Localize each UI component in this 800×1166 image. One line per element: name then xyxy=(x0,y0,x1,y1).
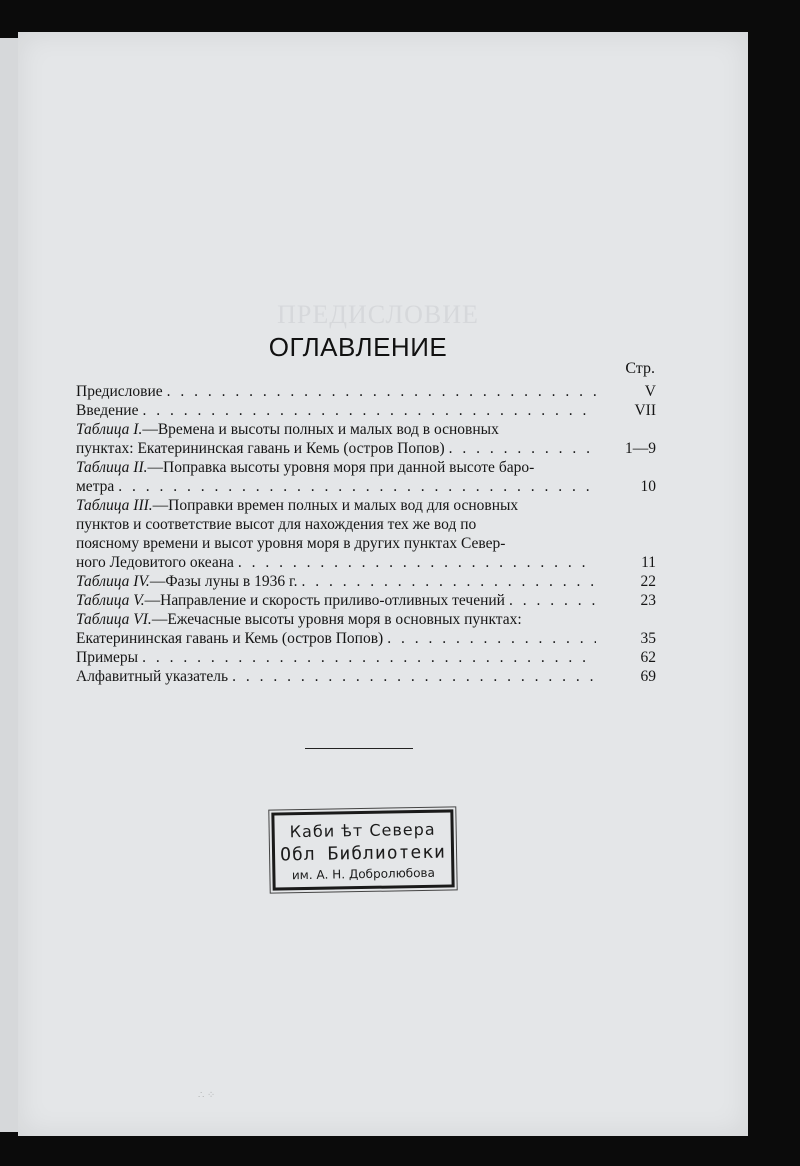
toc-entry-line xyxy=(76,629,600,648)
toc-entry-line xyxy=(76,496,600,515)
stamp-line: им. А. Н. Добролюбова xyxy=(291,865,436,883)
toc-entry xyxy=(76,610,656,648)
toc-entry xyxy=(76,572,656,591)
toc-entry-title: метра xyxy=(76,478,115,495)
toc-entry-title: Предисловие xyxy=(76,383,163,400)
dot-leader xyxy=(449,439,596,458)
toc-entry xyxy=(76,648,656,667)
toc-entry-line xyxy=(76,610,600,629)
toc-entry-title: пунктах: Екатерининская гавань и Кемь (остров Попов) xyxy=(76,440,445,457)
toc-page-number: V xyxy=(644,383,656,400)
dot-leader xyxy=(387,629,596,648)
toc-entry-title: Екатерининская гавань и Кемь (остров Попов) xyxy=(76,630,384,647)
toc-entry-line xyxy=(76,477,600,496)
toc-entry-title: Алфавитный указатель xyxy=(76,668,229,685)
toc-entry-line xyxy=(76,667,600,686)
toc-entry-title: —Ежечасные высоты уровня моря в основных пунктах: xyxy=(151,611,522,628)
library-stamp xyxy=(271,809,454,890)
toc-entry-label: Таблица VI. xyxy=(76,611,152,628)
toc-entry-line xyxy=(76,439,600,458)
toc-entry-title: —Времена и высоты полных и малых вод в основных xyxy=(142,421,499,438)
toc-page-number: 22 xyxy=(640,573,656,590)
page-title: ОГЛАВЛЕНИЕ xyxy=(268,332,448,362)
toc-entry-label: Таблица IV. xyxy=(76,573,150,590)
dot-leader xyxy=(142,401,596,420)
dot-leader xyxy=(509,591,596,610)
toc-entry-label: Таблица III. xyxy=(76,497,153,514)
toc-entry xyxy=(76,496,656,572)
toc-entry-line xyxy=(76,591,600,610)
toc-entry-title: Введение xyxy=(76,402,139,419)
toc-entry xyxy=(76,591,656,610)
document-page xyxy=(18,32,748,1136)
toc-entry-label: Таблица II. xyxy=(76,459,148,476)
dot-leader xyxy=(142,648,596,667)
dot-leader xyxy=(301,572,596,591)
toc-entry-line xyxy=(76,553,600,572)
table-of-contents xyxy=(76,382,656,686)
toc-entry-title: пунктов и соответствие высот для нахождения тех же вод по xyxy=(76,516,477,533)
toc-page-number: 1—9 xyxy=(625,440,656,457)
toc-entry xyxy=(76,667,656,686)
toc-entry-title: ного Ледовитого океана xyxy=(76,554,234,571)
page-column-label: Стр. xyxy=(625,360,655,377)
toc-entry xyxy=(76,458,656,496)
toc-entry-title: —Направление и скорость приливо-отливных течений xyxy=(144,592,505,609)
toc-entry-line xyxy=(76,382,600,401)
book-spine-edge xyxy=(0,38,20,1132)
toc-entry-line xyxy=(76,420,600,439)
toc-entry xyxy=(76,420,656,458)
toc-entry-label: Таблица V. xyxy=(76,592,145,609)
toc-entry xyxy=(76,382,656,401)
toc-entry-label: Таблица I. xyxy=(76,421,143,438)
toc-entry-line xyxy=(76,515,600,534)
toc-page-number: 10 xyxy=(640,478,656,495)
dot-leader xyxy=(167,382,596,401)
toc-entry-title: —Поправка высоты уровня моря при данной высоте баро- xyxy=(147,459,535,476)
stamp-line: Каби ѣт Севера xyxy=(289,819,436,842)
bleed-through-text: ПРЕДИСЛОВИЕ xyxy=(277,300,479,329)
toc-page-number: 35 xyxy=(640,630,656,647)
toc-page-number: 62 xyxy=(640,649,656,666)
toc-entry-line xyxy=(76,401,600,420)
dot-leader xyxy=(232,667,596,686)
toc-page-number: VII xyxy=(634,402,656,419)
toc-entry-line xyxy=(76,648,600,667)
toc-entry-line xyxy=(76,458,600,477)
dot-leader xyxy=(118,477,596,496)
toc-page-number: 11 xyxy=(641,554,656,571)
toc-entry xyxy=(76,401,656,420)
toc-page-number: 69 xyxy=(640,668,656,685)
toc-entry-title: Примеры xyxy=(76,649,139,666)
paper-mark: ∴ ⁘ xyxy=(198,1090,216,1101)
toc-entry-title: —Фазы луны в 1936 г. xyxy=(149,573,298,590)
stamp-line: Обл Библиотеки xyxy=(280,841,447,866)
toc-entry-line xyxy=(76,572,600,591)
toc-entry-title: —Поправки времен полных и малых вод для основных xyxy=(152,497,519,514)
toc-entry-title: поясному времени и высот уровня моря в других пунктах Север- xyxy=(76,535,506,552)
toc-entry-line xyxy=(76,534,600,553)
dot-leader xyxy=(238,553,596,572)
toc-page-number: 23 xyxy=(640,592,656,609)
section-divider xyxy=(305,748,413,749)
